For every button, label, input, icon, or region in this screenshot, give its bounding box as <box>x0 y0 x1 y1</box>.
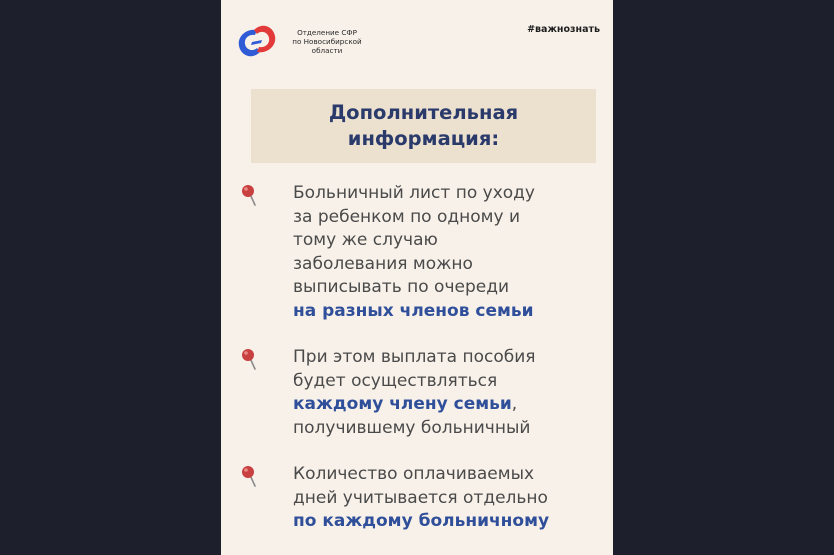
highlight-text: по каждому больничному <box>293 511 550 531</box>
text-line-with-highlight <box>293 393 603 417</box>
text-line: получившему больничный <box>293 417 531 438</box>
punctuation: , <box>511 394 518 414</box>
page-title <box>329 100 518 152</box>
title-box <box>251 89 596 163</box>
text-line: за ребенком по одному и <box>293 206 520 227</box>
text-line: дней учитывается отдельно <box>293 487 548 508</box>
text-line: заболевания можно <box>293 253 473 274</box>
item-text <box>293 182 603 323</box>
sfr-logo-icon <box>235 22 279 60</box>
title-line: Дополнительная <box>328 101 519 124</box>
pushpin-icon <box>241 465 257 487</box>
org-line: области <box>311 46 343 55</box>
title-line: информация: <box>347 127 500 150</box>
highlight-text: на разных членов семьи <box>293 300 534 321</box>
item-text <box>293 463 603 534</box>
organization-name <box>287 28 367 55</box>
hashtag: #важнознать <box>527 24 600 35</box>
text-line: Количество оплачиваемых <box>293 464 535 484</box>
text-line: будет осуществляться <box>293 370 498 391</box>
text-line: тому же случаю <box>293 230 438 250</box>
item-text <box>293 346 603 440</box>
pushpin-icon <box>241 348 257 370</box>
text-line: Больничный лист по уходу <box>293 183 535 203</box>
text-line: При этом выплата пособия <box>293 347 536 367</box>
org-line: по Новосибирской <box>292 37 362 46</box>
org-line: Отделение СФР <box>297 28 357 37</box>
highlight-text: каждому члену семьи <box>293 394 512 414</box>
info-card <box>221 0 613 555</box>
text-line: выписывать по очереди <box>293 277 510 297</box>
pushpin-icon <box>241 184 257 206</box>
